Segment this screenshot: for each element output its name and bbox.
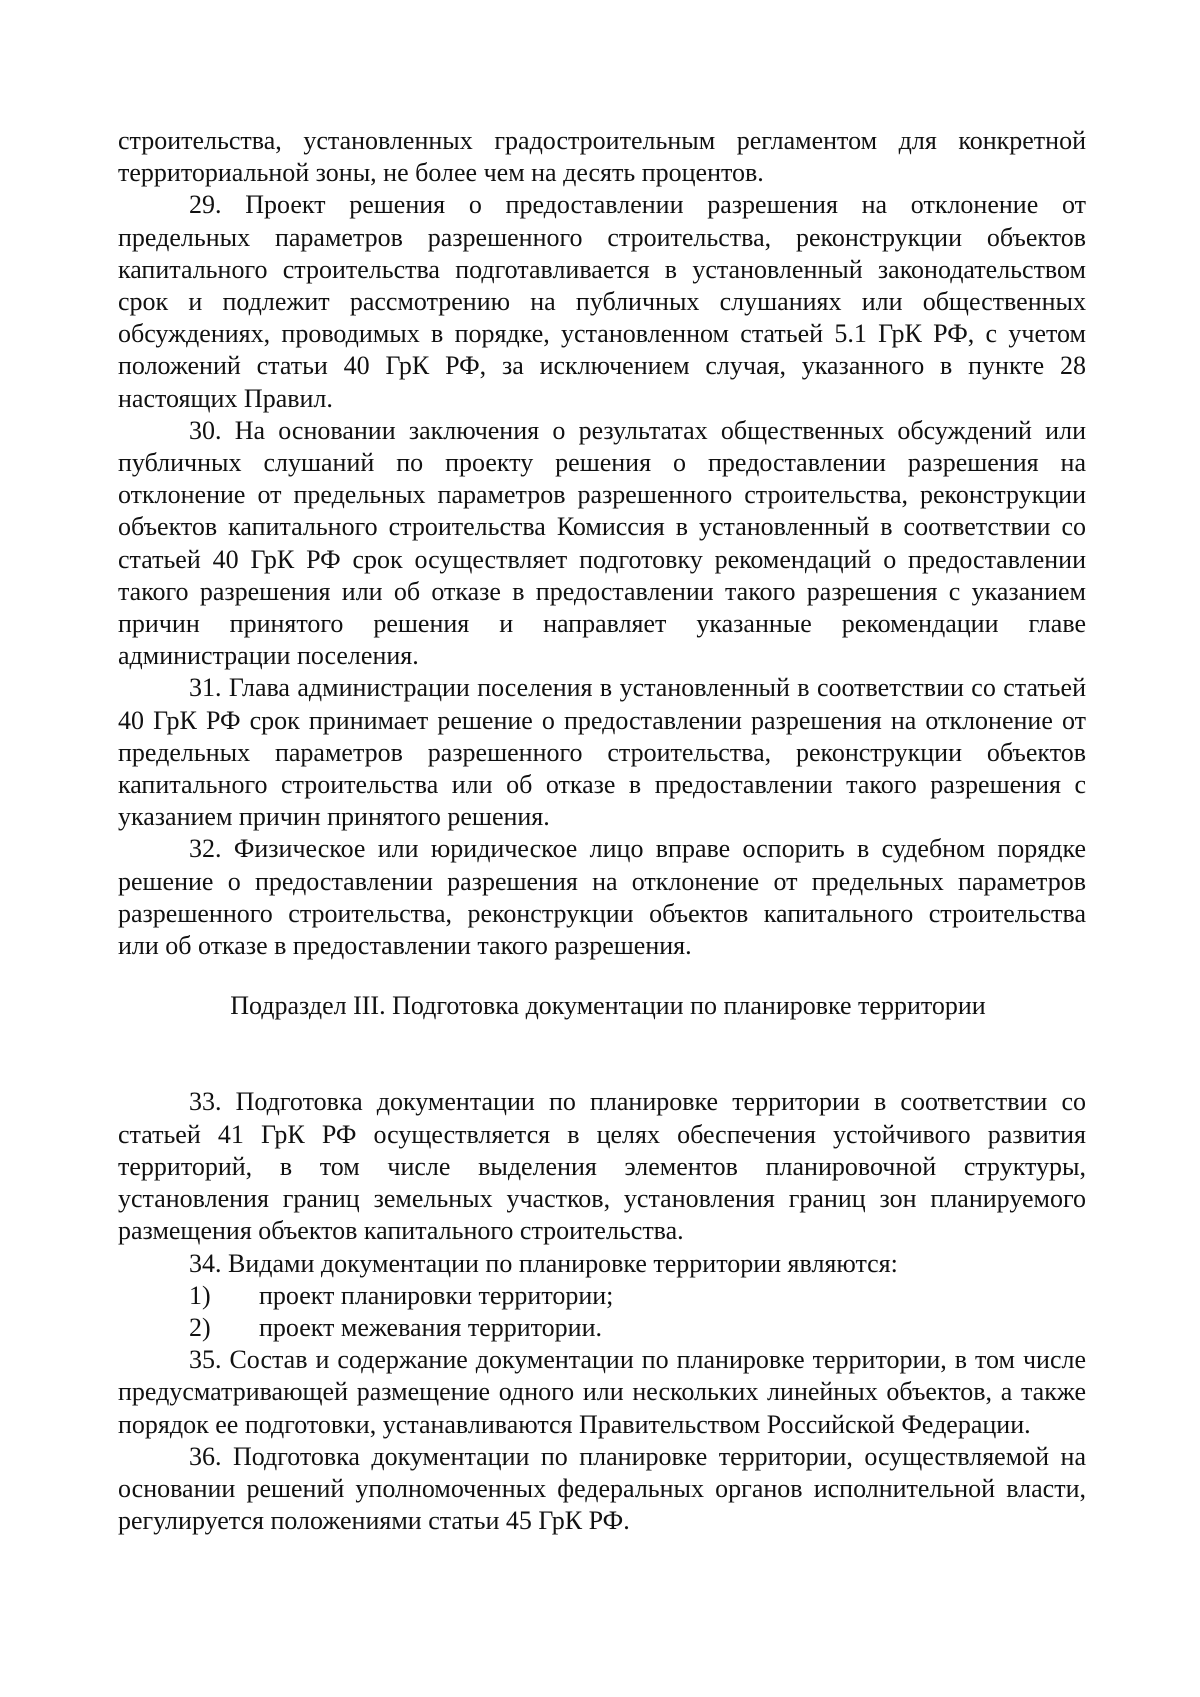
continuation-paragraph: строительства, установленных градостроительным регламентом для конкретной территориальной зоны, не более чем на десять процентов. bbox=[118, 126, 1086, 188]
paragraph-31: 31. Глава администрации поселения в установленный в соответствии со статьей 40 ГрК РФ срок принимает решение о предоставлении разрешения на отклонение от предельных параметров разрешенного строительства, реконструкции объектов капитального строительства или об отказе в предоставлении такого разрешения с указанием причин принятого решения. bbox=[118, 673, 1086, 832]
list-item-number: 2) bbox=[189, 1312, 211, 1342]
paragraph-35: 35. Состав и содержание документации по планировке территории, в том числе предусматривающей размещение одного или нескольких линейных объектов, а также порядок ее подготовки, устанавливаются Правительством Российской Федерации. bbox=[118, 1345, 1086, 1439]
list-item-text: проект планировки территории; bbox=[259, 1280, 614, 1310]
paragraph-29: 29. Проект решения о предоставлении разрешения на отклонение от предельных параметров разрешенного строительства, реконструкции объектов капитального строительства подготавливается в установленный законодательством срок и подлежит рассмотрению на публичных слушаниях или общественных обсуждениях, проводимых в порядке, установленном статьей 5.1 ГрК РФ, с учетом положений статьи 40 ГрК РФ, за исключением случая, указанного в пункте 28 настоящих Правил. bbox=[118, 190, 1086, 413]
list-item-text: проект межевания территории. bbox=[259, 1312, 603, 1342]
list-item-number: 1) bbox=[189, 1280, 211, 1310]
paragraph-36: 36. Подготовка документации по планировке территории, осуществляемой на основании решений уполномоченных федеральных органов исполнительной власти, регулируется положениями статьи 45 ГрК РФ. bbox=[118, 1441, 1086, 1536]
paragraph-34: 34. Видами документации по планировке территории являются: bbox=[189, 1248, 898, 1278]
list-item bbox=[118, 1280, 1086, 1312]
paragraph-32: 32. Физическое или юридическое лицо вправе оспорить в судебном порядке решение о предоставлении разрешения на отклонение от предельных параметров разрешенного строительства, реконструкции объектов капитального строительства или об отказе в предоставлении такого разрешения. bbox=[118, 834, 1086, 961]
paragraph-33: 33. Подготовка документации по планировке территории в соответствии со статьей 41 ГрК РФ осуществляется в целях обеспечения устойчивого развития территорий, в том числе выделения элементов планировочной структуры, установления границ земельных участков, установления границ зон планируемого размещения объектов капитального строительства. bbox=[118, 1087, 1086, 1246]
paragraph-30: 30. На основании заключения о результатах общественных обсуждений или публичных слушаний по проекту решения о предоставлении разрешения на отклонение от предельных параметров разрешенного строительства, реконструкции объектов капитального строительства Комиссия в установленный в соответствии со статьей 40 ГрК РФ срок осуществляет подготовку рекомендаций о предоставлении такого разрешения или об отказе в предоставлении такого разрешения с указанием причин принятого решения и направляет указанные рекомендации главе администрации поселения. bbox=[118, 415, 1086, 671]
subsection-heading: Подраздел III. Подготовка документации по планировке территории bbox=[230, 991, 986, 1021]
list-item bbox=[118, 1312, 1086, 1344]
document-page bbox=[118, 125, 1086, 1537]
heading-spacer bbox=[118, 1022, 1086, 1086]
